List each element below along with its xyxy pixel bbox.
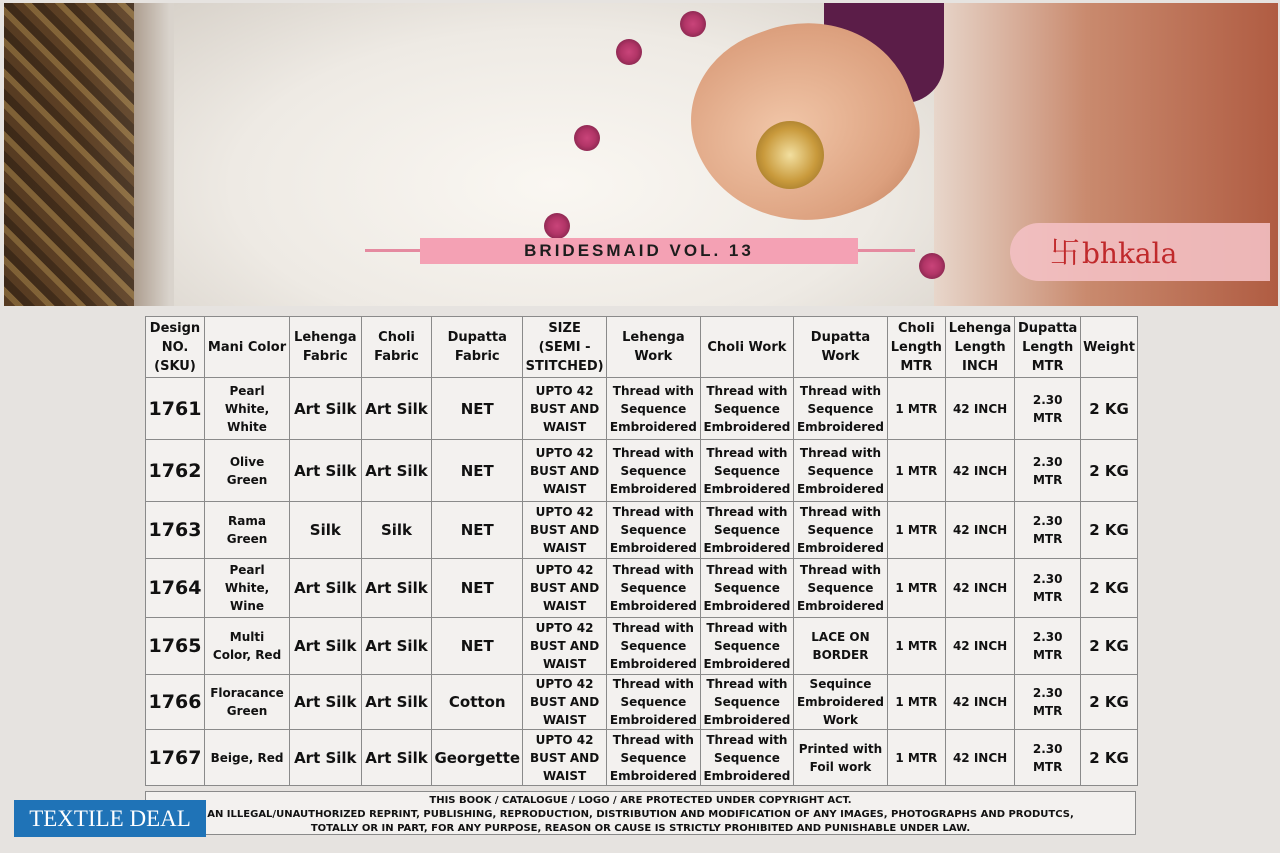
table-row xyxy=(146,559,1138,618)
col-header: Choli Work xyxy=(700,317,794,378)
lehenga-length-cell: 42 INCH xyxy=(945,618,1014,675)
choli-work-cell: Thread with Sequence Embroidered xyxy=(700,618,794,675)
lehenga-fabric-cell: Art Silk xyxy=(290,730,361,786)
design-cell: 1764 xyxy=(146,559,205,618)
size-cell: UPTO 42 BUST AND WAIST xyxy=(523,730,607,786)
weight-cell: 2 KG xyxy=(1081,618,1138,675)
lehenga-work-cell: Thread with Sequence Embroidered xyxy=(607,730,701,786)
copyright-line: AN ILLEGAL/UNAUTHORIZED REPRINT, PUBLISHING, REPRODUCTION, DISTRIBUTION AND MODIFICATION OF ANY IMAGES, PHOTOGRAPHS AND PRODUTCS, xyxy=(207,809,1074,820)
lehenga-length-cell: 42 INCH xyxy=(945,502,1014,559)
lehenga-length-cell: 42 INCH xyxy=(945,675,1014,730)
dupatta-length-cell: 2.30 MTR xyxy=(1015,378,1081,440)
table-row xyxy=(146,378,1138,440)
dupatta-fabric-cell: NET xyxy=(432,378,523,440)
choli-length-cell: 1 MTR xyxy=(887,618,945,675)
lehenga-fabric-cell: Art Silk xyxy=(290,559,361,618)
size-cell: UPTO 42 BUST AND WAIST xyxy=(523,440,607,502)
embroidered-flower xyxy=(680,11,706,37)
design-cell: 1765 xyxy=(146,618,205,675)
brand-logo xyxy=(1050,228,1177,272)
dupatta-work-cell: Sequince Embroidered Work xyxy=(794,675,888,730)
dupatta-work-cell: Thread with Sequence Embroidered xyxy=(794,440,888,502)
dupatta-length-cell: 2.30 MTR xyxy=(1015,502,1081,559)
col-header: Dupatta Work xyxy=(794,317,888,378)
choli-work-cell: Thread with Sequence Embroidered xyxy=(700,675,794,730)
choli-work-cell: Thread with Sequence Embroidered xyxy=(700,502,794,559)
col-header: Choli Length MTR xyxy=(887,317,945,378)
lehenga-work-cell: Thread with Sequence Embroidered xyxy=(607,675,701,730)
embroidered-flower xyxy=(574,125,600,151)
table-row xyxy=(146,502,1138,559)
lehenga-work-cell: Thread with Sequence Embroidered xyxy=(607,618,701,675)
embroidered-flower xyxy=(616,39,642,65)
choli-work-cell: Thread with Sequence Embroidered xyxy=(700,730,794,786)
design-cell: 1763 xyxy=(146,502,205,559)
col-header: Mani Color xyxy=(204,317,289,378)
table-header-row xyxy=(146,317,1138,378)
col-header: Dupatta Fabric xyxy=(432,317,523,378)
color-cell: Olive Green xyxy=(204,440,289,502)
choli-length-cell: 1 MTR xyxy=(887,378,945,440)
lehenga-work-cell: Thread with Sequence Embroidered xyxy=(607,502,701,559)
lehenga-length-cell: 42 INCH xyxy=(945,440,1014,502)
choli-fabric-cell: Art Silk xyxy=(361,440,432,502)
choli-fabric-cell: Art Silk xyxy=(361,618,432,675)
choli-length-cell: 1 MTR xyxy=(887,502,945,559)
color-cell: Rama Green xyxy=(204,502,289,559)
dupatta-length-cell: 2.30 MTR xyxy=(1015,618,1081,675)
size-cell: UPTO 42 BUST AND WAIST xyxy=(523,675,607,730)
lehenga-length-cell: 42 INCH xyxy=(945,559,1014,618)
spec-table xyxy=(145,316,1138,786)
lehenga-fabric-cell: Silk xyxy=(290,502,361,559)
copyright-line: TOTALLY OR IN PART, FOR ANY PURPOSE, REASON OR CAUSE IS STRICTLY PROHIBITED AND PUNISHABLE UNDER LAW. xyxy=(310,823,971,834)
embroidered-flower xyxy=(544,213,570,239)
design-cell: 1761 xyxy=(146,378,205,440)
lehenga-work-cell: Thread with Sequence Embroidered xyxy=(607,440,701,502)
dupatta-fabric-cell: NET xyxy=(432,559,523,618)
swastik-icon: 卐 xyxy=(1050,236,1080,271)
col-header: Lehenga Work xyxy=(607,317,701,378)
design-cell: 1767 xyxy=(146,730,205,786)
dupatta-fabric-cell: NET xyxy=(432,618,523,675)
table-row xyxy=(146,618,1138,675)
dupatta-length-cell: 2.30 MTR xyxy=(1015,440,1081,502)
col-header: Dupatta Length MTR xyxy=(1015,317,1081,378)
brand-logo-text: bhkala xyxy=(1082,237,1178,270)
weight-cell: 2 KG xyxy=(1081,502,1138,559)
copyright-notice xyxy=(145,791,1136,835)
dupatta-fabric-cell: Cotton xyxy=(432,675,523,730)
dupatta-work-cell: LACE ON BORDER xyxy=(794,618,888,675)
col-header: Design NO. (SKU) xyxy=(146,317,205,378)
col-header: Weight xyxy=(1081,317,1138,378)
choli-work-cell: Thread with Sequence Embroidered xyxy=(700,440,794,502)
gold-border-decor xyxy=(4,3,134,306)
copyright-line: THIS BOOK / CATALOGUE / LOGO / ARE PROTECTED UNDER COPYRIGHT ACT. xyxy=(429,795,852,806)
weight-cell: 2 KG xyxy=(1081,440,1138,502)
weight-cell: 2 KG xyxy=(1081,675,1138,730)
dupatta-fabric-cell: Georgette xyxy=(432,730,523,786)
weight-cell: 2 KG xyxy=(1081,378,1138,440)
choli-length-cell: 1 MTR xyxy=(887,440,945,502)
size-cell: UPTO 42 BUST AND WAIST xyxy=(523,378,607,440)
size-cell: UPTO 42 BUST AND WAIST xyxy=(523,618,607,675)
color-cell: Pearl White, White xyxy=(204,378,289,440)
dupatta-work-cell: Thread with Sequence Embroidered xyxy=(794,559,888,618)
watermark-badge: TEXTILE DEAL xyxy=(14,800,206,837)
catalogue-title: BRIDESMAID VOL. 13 xyxy=(420,238,858,264)
size-cell: UPTO 42 BUST AND WAIST xyxy=(523,502,607,559)
weight-cell: 2 KG xyxy=(1081,559,1138,618)
choli-fabric-cell: Art Silk xyxy=(361,559,432,618)
lehenga-work-cell: Thread with Sequence Embroidered xyxy=(607,378,701,440)
lehenga-fabric-cell: Art Silk xyxy=(290,378,361,440)
dupatta-work-cell: Thread with Sequence Embroidered xyxy=(794,378,888,440)
color-cell: Multi Color, Red xyxy=(204,618,289,675)
choli-fabric-cell: Art Silk xyxy=(361,730,432,786)
dupatta-fabric-cell: NET xyxy=(432,502,523,559)
col-header: Lehenga Fabric xyxy=(290,317,361,378)
color-cell: Beige, Red xyxy=(204,730,289,786)
weight-cell: 2 KG xyxy=(1081,730,1138,786)
lehenga-length-cell: 42 INCH xyxy=(945,378,1014,440)
lehenga-length-cell: 42 INCH xyxy=(945,730,1014,786)
dupatta-work-cell: Thread with Sequence Embroidered xyxy=(794,502,888,559)
col-header: Choli Fabric xyxy=(361,317,432,378)
lehenga-work-cell: Thread with Sequence Embroidered xyxy=(607,559,701,618)
lehenga-fabric-cell: Art Silk xyxy=(290,618,361,675)
choli-length-cell: 1 MTR xyxy=(887,559,945,618)
choli-length-cell: 1 MTR xyxy=(887,730,945,786)
table-row xyxy=(146,730,1138,786)
choli-fabric-cell: Art Silk xyxy=(361,378,432,440)
size-cell: UPTO 42 BUST AND WAIST xyxy=(523,559,607,618)
dupatta-fabric-cell: NET xyxy=(432,440,523,502)
dupatta-length-cell: 2.30 MTR xyxy=(1015,675,1081,730)
choli-fabric-cell: Silk xyxy=(361,502,432,559)
choli-work-cell: Thread with Sequence Embroidered xyxy=(700,378,794,440)
dupatta-length-cell: 2.30 MTR xyxy=(1015,559,1081,618)
dupatta-length-cell: 2.30 MTR xyxy=(1015,730,1081,786)
design-cell: 1766 xyxy=(146,675,205,730)
choli-length-cell: 1 MTR xyxy=(887,675,945,730)
dupatta-work-cell: Printed with Foil work xyxy=(794,730,888,786)
table-row xyxy=(146,440,1138,502)
embroidered-flower xyxy=(919,253,945,279)
lehenga-fabric-cell: Art Silk xyxy=(290,675,361,730)
col-header: Lehenga Length INCH xyxy=(945,317,1014,378)
color-cell: Pearl White, Wine xyxy=(204,559,289,618)
lehenga-fabric-cell: Art Silk xyxy=(290,440,361,502)
choli-work-cell: Thread with Sequence Embroidered xyxy=(700,559,794,618)
design-cell: 1762 xyxy=(146,440,205,502)
choli-fabric-cell: Art Silk xyxy=(361,675,432,730)
col-header: SIZE (SEMI - STITCHED) xyxy=(523,317,607,378)
color-cell: Floracance Green xyxy=(204,675,289,730)
table-row xyxy=(146,675,1138,730)
ring-photo xyxy=(756,121,824,189)
